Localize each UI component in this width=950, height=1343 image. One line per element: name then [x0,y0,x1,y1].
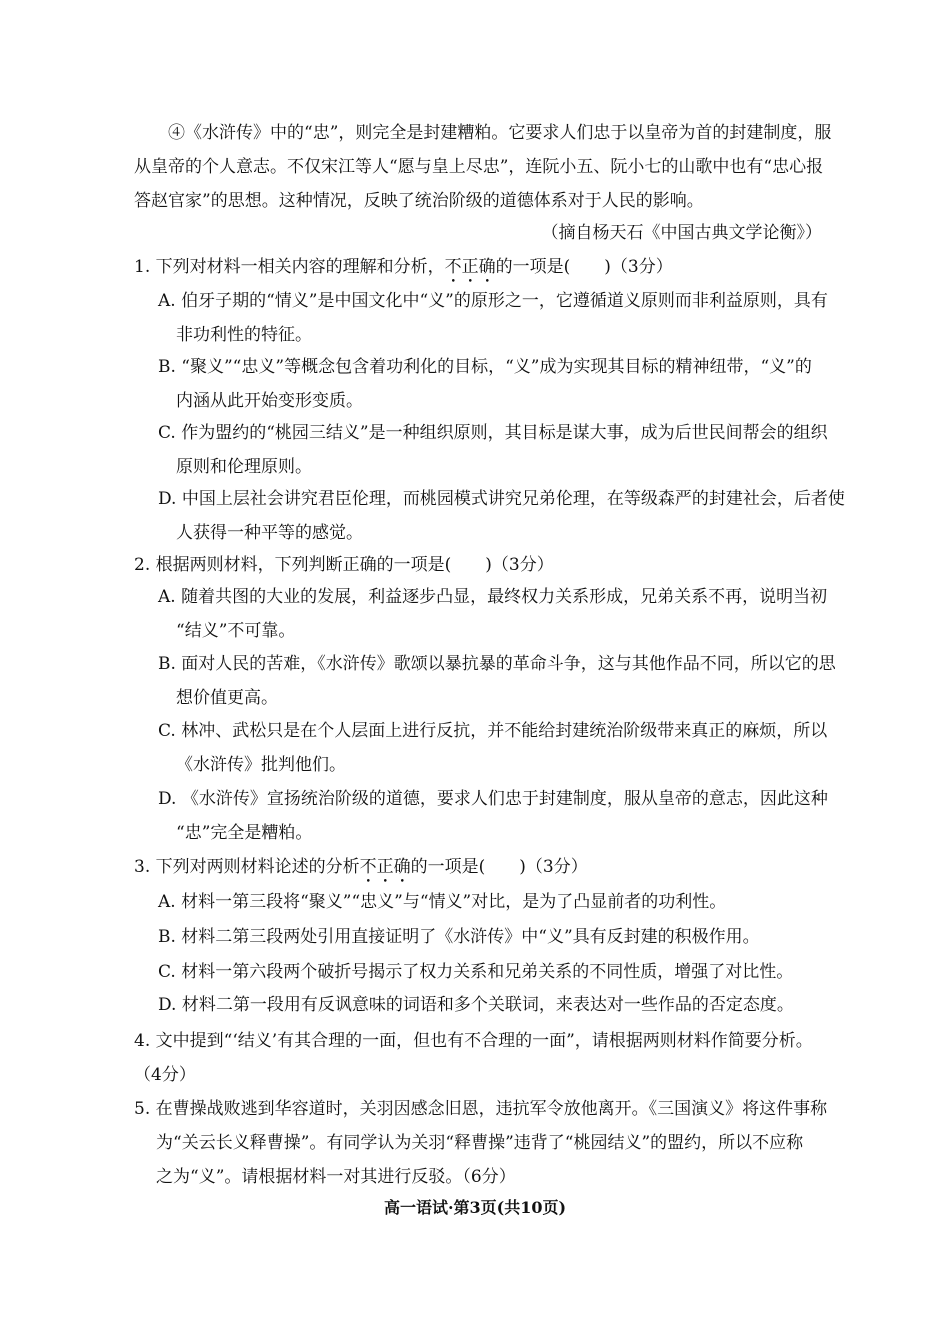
question-3-option-c: C. 材料一第六段两个破折号揭示了权力关系和兄弟关系的不同性质，增强了对比性。 [158,962,794,982]
question-1-option-c: C. 作为盟约的“桃园三结义”是一种组织原则，其目标是谋大事，成为后世民间帮会的组织 原则和伦理原则。 [158,423,828,477]
emphasis-text: 不正确 [444,257,496,277]
question-3-stem: 3. 下列对两则材料论述的分析不正确的一项是( )（3分） [134,857,588,877]
question-5: 5. 在曹操战败逃到华容道时，关羽因感念旧恩，违抗军令放他离开。《三国演义》将这件事称 为“关云长义释曹操”。有同学认为关羽“释曹操”违背了“桃园结义”的盟约，所以不应称 之为“义”。请根据材料一对其进行反驳。（6分） [134,1099,828,1187]
question-2-option-d: D. 《水浒传》宣扬统治阶级的道德，要求人们忠于封建制度，服从皇帝的意志，因此这种 “忠”完全是糟粕。 [158,789,828,843]
question-2-option-b: B. 面对人民的苦难，《水浒传》歌颂以暴抗暴的革命斗争，这与其他作品不同，所以它的思 想价值更高。 [158,654,836,708]
question-1-stem: 1. 下列对材料一相关内容的理解和分析，不正确的一项是( )（3分） [134,257,673,277]
emphasis-text: 不正确 [359,857,411,877]
passage-source: （摘自杨天石《中国古典文学论衡》） [541,223,822,243]
question-3-option-b: B. 材料二第三段两处引用直接证明了《水浒传》中“义”具有反封建的积极作用。 [158,927,760,947]
question-2-option-a: A. 随着共图的大业的发展，利益逐步凸显，最终权力关系形成，兄弟关系不再，说明当初 “结义”不可靠。 [158,587,828,641]
question-1-option-a: A. 伯牙子期的“情义”是中国文化中“义”的原形之一，它遵循道义原则而非利益原则，具有 非功利性的特征。 [158,291,828,345]
passage-line: ④《水浒传》中的“忠”，则完全是封建糟粕。它要求人们忠于以皇帝为首的封建制度，服 [168,123,832,143]
question-3-option-a: A. 材料一第三段将“聚义”“忠义”与“情义”对比，是为了凸显前者的功利性。 [158,892,727,912]
passage-line: 从皇帝的个人意志。不仅宋江等人“愿与皇上尽忠”，连阮小五、阮小七的山歌中也有“忠心报 [134,157,824,177]
question-1-option-b: B. “聚义”“忠义”等概念包含着功利化的目标，“义”成为实现其目标的精神纽带，“义”的 内涵从此开始变形变质。 [158,357,812,411]
passage-paragraph [134,116,832,218]
question-2-option-c: C. 林冲、武松只是在个人层面上进行反抗，并不能给封建统治阶级带来真正的麻烦，所以 《水浒传》批判他们。 [158,721,828,775]
passage-line: 答赵官家”的思想。这种情况，反映了统治阶级的道德体系对于人民的影响。 [134,191,704,211]
question-3-option-d: D. 材料二第一段用有反讽意味的词语和多个关联词，来表达对一些作品的否定态度。 [158,995,794,1015]
question-4: 4. 文中提到“‘结义’有其合理的一面，但也有不合理的一面”，请根据两则材料作简要分析。 （4分） [134,1031,813,1085]
page-footer: 高一语试·第3页(共10页) [383,1198,567,1217]
question-1-option-d: D. 中国上层社会讲究君臣伦理，而桃园模式讲究兄弟伦理，在等级森严的封建社会，后者使 人获得一种平等的感觉。 [158,489,845,543]
question-2-stem: 2. 根据两则材料，下列判断正确的一项是( )（3分） [134,555,554,575]
